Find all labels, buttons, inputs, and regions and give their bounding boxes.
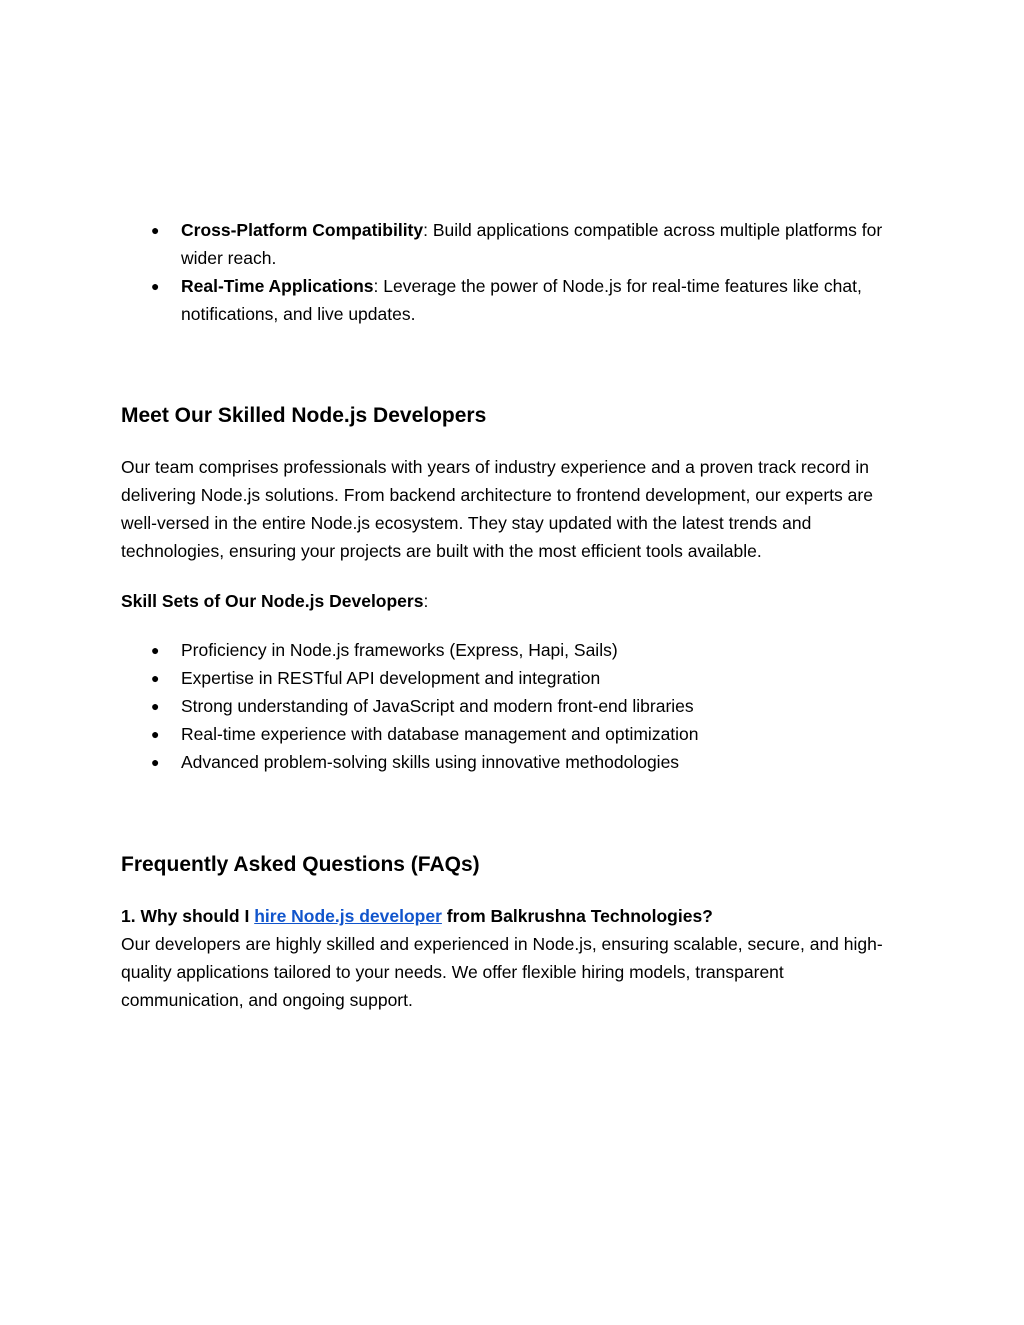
list-item (121, 692, 911, 720)
bullet-icon: ● (151, 698, 160, 714)
feature-text: : Leverage the power of Node.js for real-time features like chat, notifications, and live updates. (181, 276, 862, 324)
skills-heading (121, 587, 428, 615)
bullet-icon: ● (151, 670, 160, 686)
bullet-icon: ● (151, 278, 160, 294)
bullet-icon: ● (151, 754, 160, 770)
faq-answer-1: Our developers are highly skilled and experienced in Node.js, ensuring scalable, secure, and high-quality applications tailored to your needs. We offer flexible hiring models, transparent communication, and ongoing support. (121, 934, 883, 1010)
faq-question-prefix: 1. Why should I (121, 906, 255, 926)
faq-heading: Frequently Asked Questions (FAQs) (121, 853, 480, 876)
developers-heading: Meet Our Skilled Node.js Developers (121, 404, 487, 427)
bullet-icon: ● (151, 726, 160, 742)
list-item (121, 748, 911, 776)
feature-text: : Build applications compatible across multiple platforms for wider reach. (181, 220, 883, 268)
feature-title: Real-Time Applications (181, 276, 374, 296)
list-item (121, 272, 911, 328)
feature-list (121, 216, 911, 328)
skills-heading-text: Skill Sets of Our Node.js Developers (121, 591, 424, 611)
skill-text: Strong understanding of JavaScript and modern front-end libraries (181, 696, 694, 716)
list-item (121, 720, 911, 748)
faq-question-suffix: from Balkrushna Technologies? (441, 906, 713, 926)
skills-heading-suffix: : (423, 591, 429, 611)
skill-text: Real-time experience with database management and optimization (181, 724, 699, 744)
developers-paragraph: Our team comprises professionals with years of industry experience and a proven track record in delivering Node.js solutions. From backend architecture to frontend development, our experts are well-versed in the entire Node.js ecosystem. They stay updated with the latest trends and technologies, ensuring your projects are built with the most efficient tools available. (121, 457, 873, 561)
skills-list (121, 636, 911, 776)
skill-text: Advanced problem-solving skills using innovative methodologies (181, 752, 680, 772)
faq-question-1 (121, 902, 713, 930)
bullet-icon: ● (151, 222, 160, 238)
skill-text: Proficiency in Node.js frameworks (Express, Hapi, Sails) (181, 640, 618, 660)
list-item (121, 636, 911, 664)
hire-nodejs-developer-link[interactable]: hire Node.js developer (254, 906, 442, 926)
feature-title: Cross-Platform Compatibility (181, 220, 424, 240)
bullet-icon: ● (151, 642, 160, 658)
skill-text: Expertise in RESTful API development and integration (181, 668, 601, 688)
list-item (121, 216, 911, 272)
list-item (121, 664, 911, 692)
